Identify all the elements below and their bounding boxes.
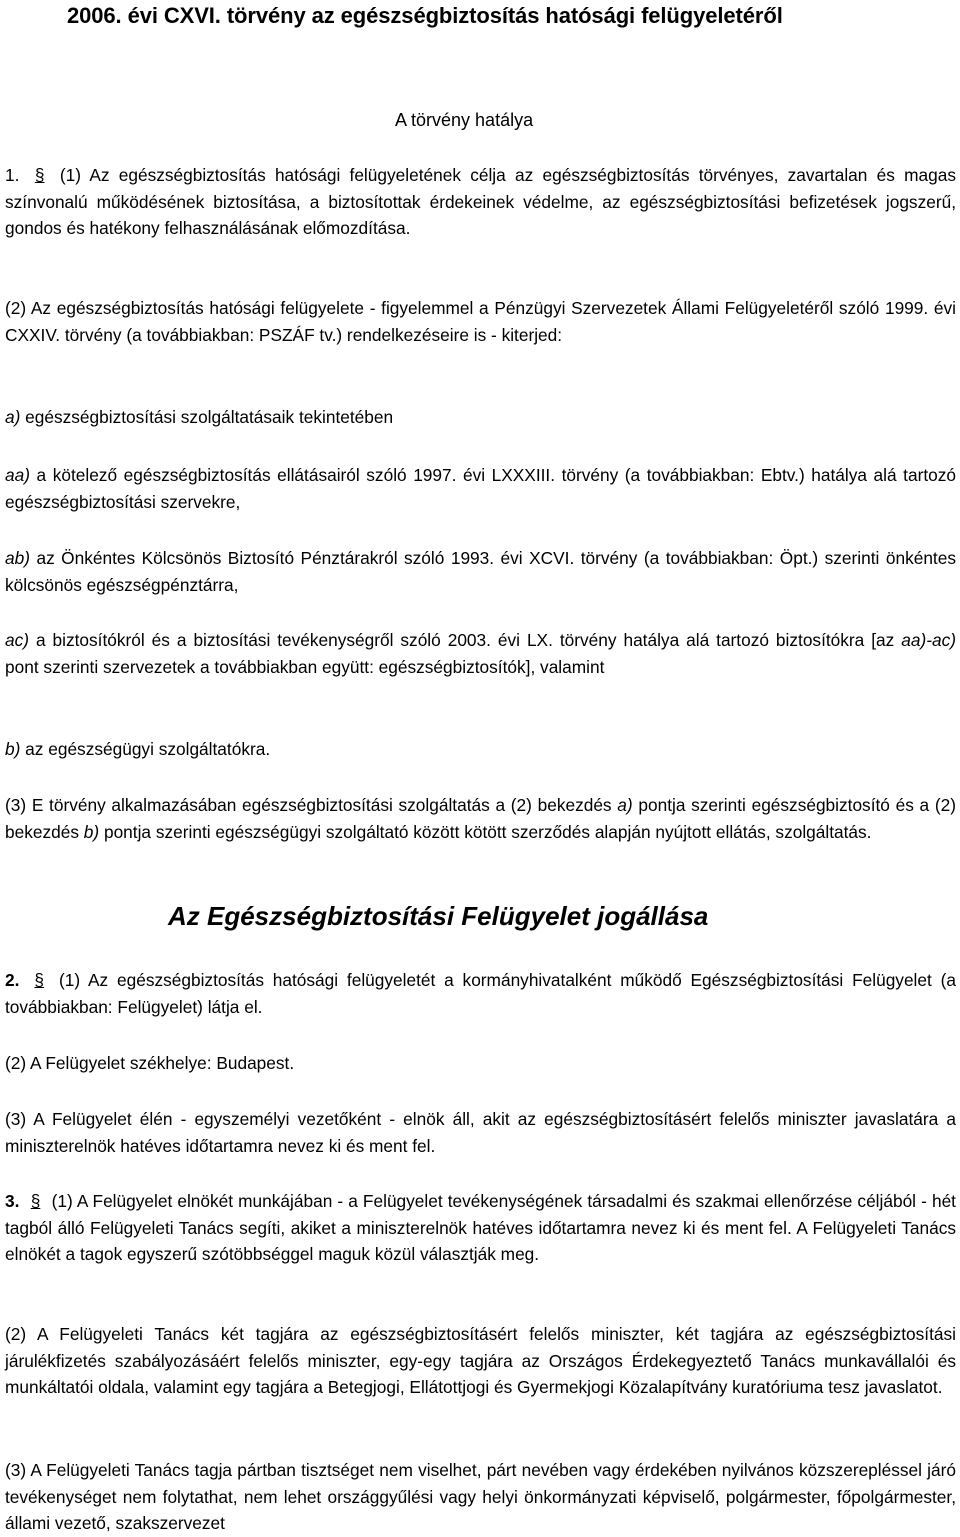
point-text: egészségbiztosítási szolgáltatásaik tekintetében (20, 407, 394, 427)
section-1-paragraph-1 (5, 162, 956, 242)
section-3-paragraph-1 (5, 1188, 956, 1268)
point-text: pont szerinti szervezetek a továbbiakban együtt: egészségbiztosítók], valamint (5, 656, 605, 677)
section-number: 3. (5, 1191, 20, 1211)
section-sign: § (30, 1191, 41, 1211)
paragraph-text: (1) Az egészségbiztosítás hatósági felügyeletét a kormányhivatalként működő Egészségbiztosítási Felügyelet (a továbbiakban: Felügyelet) látja el. (5, 970, 956, 1017)
section-1-point-a (5, 404, 956, 431)
paragraph-text: (1) A Felügyelet elnökét munkájában - a Felügyelet tevékenységének társadalmi és szakmai ellenőrzése céljából - hét tagból álló Felügyeleti Tanács segíti, akiket a miniszterelnök hatéves időtartamra nevez ki és ment fel. A Felügyeleti Tanács elnökét a tagok egyszerű szótöbbséggel maguk közül választják meg. (5, 1191, 956, 1264)
section-1-point-aa (5, 462, 956, 515)
point-label: b) (5, 739, 21, 759)
section-2-paragraph-3: (3) A Felügyelet élén - egyszemélyi vezetőként - elnök áll, akit az egészségbiztosításért felelős miniszter javaslatára a miniszterelnök hatéves időtartamra nevez ki és ment fel. (5, 1109, 956, 1156)
point-text: a biztosítókról és a biztosítási tevékenységről szóló 2003. évi LX. törvény hatálya alá tartozó biztosítókra [az (29, 630, 902, 650)
section-number: 2. (5, 970, 20, 990)
section-2-paragraph-1 (5, 967, 956, 1020)
point-label: aa) (5, 465, 30, 485)
point-reference: b) (83, 821, 100, 842)
section-1-paragraph-3 (5, 792, 956, 845)
paragraph-text: (1) Az egészségbiztosítás hatósági felügyeletének célja az egészségbiztosítás törvényes, zavartalan és magas színvonalú működésének biztosítása, a biztosítottak érdekeinek védelme, az egészségbiztosítási befizetések jogszerű, gondos és hatékony felhasználásának előmozdítása. (5, 165, 956, 238)
point-text: a kötelező egészségbiztosítás ellátásairól szóló 1997. évi LXXXIII. törvény (a továbbiakban: Ebtv.) hatálya alá tartozó egészségbiztosítási szervekre, (5, 465, 956, 512)
chapter-title-status: Az Egészségbiztosítási Felügyelet jogállása (168, 901, 709, 931)
point-label: ab) (5, 548, 30, 568)
point-text: az egészségügyi szolgáltatókra. (20, 739, 271, 759)
point-reference: a) (617, 795, 633, 815)
section-number: 1. (5, 165, 20, 185)
section-sign: § (34, 970, 45, 990)
point-label: ac) (5, 630, 30, 650)
section-1-point-ac (5, 627, 956, 680)
paragraph-text: pontja szerinti egészségbiztosító és a (2) bekezdés (5, 795, 956, 842)
document-title: 2006. évi CXVI. törvény az egészségbiztosítás hatósági felügyeletéről (67, 3, 783, 28)
point-reference: aa)-ac) (901, 630, 956, 650)
paragraph-text: (3) E törvény alkalmazásában egészségbiztosítási szolgáltatás a (2) bekezdés (5, 795, 618, 815)
section-1-point-ab (5, 545, 956, 598)
chapter-title-scope: A törvény hatálya (395, 110, 534, 130)
section-sign: § (34, 165, 45, 185)
section-1-point-b (5, 736, 956, 763)
section-3-paragraph-2: (2) A Felügyeleti Tanács két tagjára az egészségbiztosításért felelős miniszter, két tagjára az egészségbiztosítási járulékfizetés szabályozásáért felelős miniszter, egy-egy tagjára az Országos Érdekegyeztető Tanács munkavállalói és munkáltatói oldala, valamint egy tagjára a Betegjogi, Ellátottjogi és Gyermekjogi Közalapítvány kuratóriuma tesz javaslatot. (5, 1324, 956, 1397)
point-text: az Önkéntes Kölcsönös Biztosító Pénztárakról szóló 1993. évi XCVI. törvény (a továbbiakban: Öpt.) szerinti önkéntes kölcsönös egészségpénztárra, (5, 548, 956, 595)
section-1-paragraph-2: (2) Az egészségbiztosítás hatósági felügyelete - figyelemmel a Pénzügyi Szervezetek Állami Felügyeletéről szóló 1999. évi CXXIV. törvény (a továbbiakban: PSZÁF tv.) rendelkezéseire is - kiterjed: (5, 298, 956, 345)
section-2-paragraph-2: (2) A Felügyelet székhelye: Budapest. (5, 1053, 295, 1073)
point-label: a) (5, 407, 21, 427)
section-3-paragraph-3: (3) A Felügyeleti Tanács tagja pártban tisztséget nem viselhet, párt nevében vagy érdekében nyilvános közszerepléssel járó tevékenységet nem folytathat, nem lehet országgyűlési vagy helyi önkormányzati képviselő, polgármester, főpolgármester, állami vezető, szakszervezet (5, 1460, 956, 1533)
paragraph-text: pontja szerinti egészségügyi szolgáltató között kötött szerződés alapján nyújtott ellátás, szolgáltatás. (99, 821, 872, 842)
